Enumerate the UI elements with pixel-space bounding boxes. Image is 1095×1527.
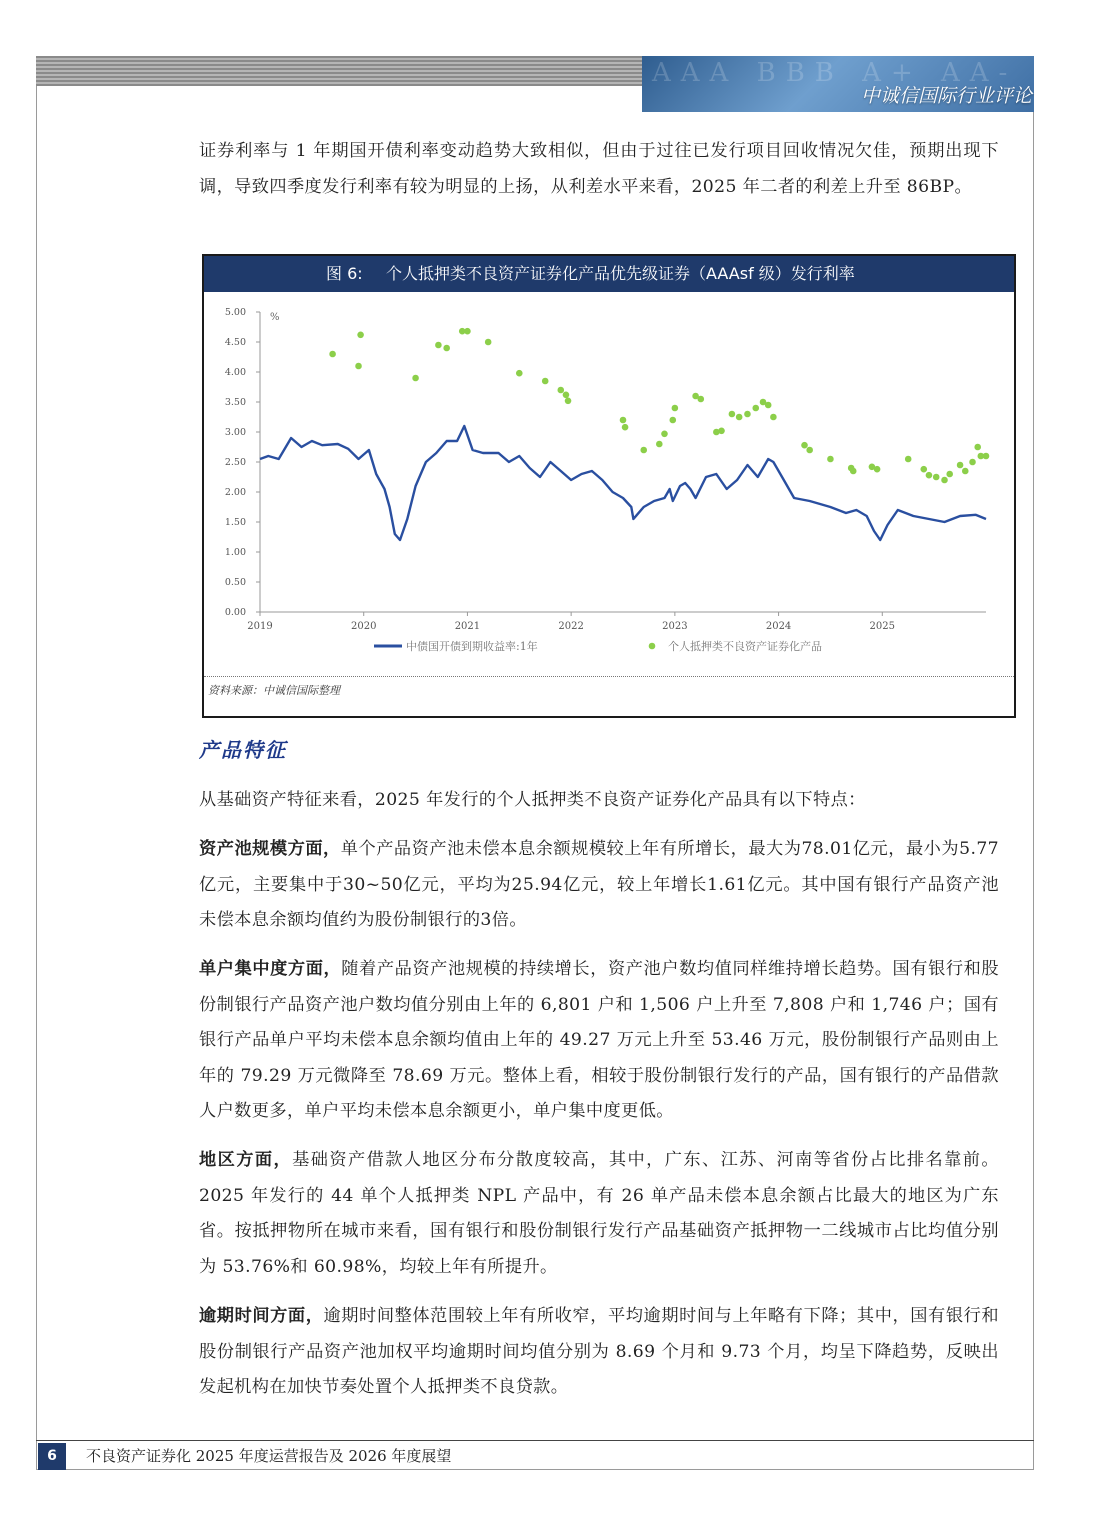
scatter-point — [736, 414, 743, 421]
scatter-point — [435, 342, 442, 349]
concentration-heading: 单户集中度方面， — [199, 959, 342, 979]
scatter-point — [744, 411, 751, 418]
legend-scatter-label: 个人抵押类不良资产证券化产品 — [668, 640, 822, 653]
figure-number: 图 6: — [326, 264, 363, 283]
scatter-point — [661, 431, 668, 438]
x-tick-label: 2023 — [662, 621, 688, 632]
x-tick-label: 2020 — [350, 621, 377, 632]
scatter-point — [464, 328, 471, 335]
footer-title: 不良资产证券化 2025 年度运营报告及 2026 年度展望 — [86, 1447, 452, 1465]
scatter-point — [563, 392, 570, 399]
y-tick-label: 4.00 — [224, 367, 246, 378]
header-bar — [36, 56, 1095, 112]
scatter-point — [412, 375, 419, 382]
overdue-text: 逾期时间整体范围较上年有所收窄，平均逾期时间与上年略有下降；其中，国有银行和股份制银行产品资产池加权平均逾期时间均值分别为 8.69 个月和 9.73 个月，均呈下降趋势，反映出发起机构在加快节奏处置个人抵押类不良贷款。 — [199, 1306, 999, 1397]
scatter-point — [874, 466, 881, 473]
concentration-paragraph — [199, 952, 999, 1130]
scatter-point — [969, 459, 976, 466]
scatter-point — [941, 477, 948, 484]
scatter-point — [669, 417, 676, 424]
x-tick-label: 2021 — [454, 621, 481, 632]
region-heading: 地区方面， — [199, 1150, 293, 1170]
scatter-point — [962, 468, 969, 475]
figure-title-bar — [204, 256, 1014, 292]
scatter-point — [983, 453, 990, 460]
scatter-point — [329, 351, 336, 358]
figure-source: 资料来源：中诚信国际整理 — [208, 684, 340, 697]
scatter-point — [850, 468, 857, 475]
header-stripes — [36, 56, 642, 86]
header-brand-banner — [642, 56, 1095, 112]
scatter-point — [770, 414, 777, 421]
scatter-point — [957, 462, 964, 469]
figure-divider — [204, 676, 1014, 677]
scatter-point — [542, 378, 549, 385]
scatter-point — [516, 370, 523, 377]
figure-6 — [202, 254, 1016, 718]
scatter-point — [765, 402, 772, 409]
brand-title: 中诚信国际行业评论 — [860, 85, 1032, 107]
scatter-point — [752, 405, 759, 412]
scatter-point — [355, 363, 362, 370]
scatter-point — [656, 441, 663, 448]
scatter-point — [443, 345, 450, 352]
figure-title: 个人抵押类不良资产证券化产品优先级证券（AAAsf 级）发行利率 — [386, 264, 855, 283]
scatter-point — [974, 444, 981, 451]
pool-size-text: 单个产品资产池未偿本息余额规模较上年有所增长，最大为78.01亿元，最小为5.77亿元，主要集中于30~50亿元，平均为25.94亿元，较上年增长1.61亿元。其中国有银行产品资产池未偿本息余额均值约为股份制银行的3倍。 — [199, 839, 999, 930]
x-tick-label: 2024 — [765, 621, 792, 632]
scatter-point — [806, 447, 813, 454]
pool-size-heading: 资产池规模方面， — [199, 839, 341, 859]
scatter-point — [920, 466, 927, 473]
x-tick-label: 2022 — [558, 621, 584, 632]
scatter-point — [485, 339, 492, 346]
scatter-point — [926, 472, 933, 479]
region-text: 基础资产借款人地区分布分散度较高，其中，广东、江苏、河南等省份占比排名靠前。2025 年发行的 44 单个人抵押类 NPL 产品中，有 26 单产品未偿本息余额占比最大的地区为广东省。按抵押物所在城市来看，国有银行和股份制银行发行产品基础资产抵押物一二线城市占比均值分别为 53.76%和 60.98%，均较上年有所提升。 — [199, 1150, 999, 1277]
y-tick-label: 5.00 — [224, 307, 246, 318]
x-tick-label: 2025 — [869, 621, 896, 632]
overdue-heading: 逾期时间方面， — [199, 1306, 324, 1326]
rate-chart — [204, 292, 1014, 672]
scatter-point — [946, 471, 953, 478]
y-tick-label: 4.50 — [224, 337, 246, 348]
x-tick-label: 2019 — [247, 621, 273, 632]
scatter-point — [933, 474, 940, 481]
y-tick-label: 3.00 — [224, 427, 246, 438]
concentration-text: 随着产品资产池规模的持续增长，资产池户数均值同样维持增长趋势。国有银行和股份制银行产品资产池户数均值分别由上年的 6,801 户和 1,506 户上升至 7,808 户和 1,746 户；国有银行产品单户平均未偿本息余额均值由上年的 49.27 万元上升至 53.46 万元，股份制银行产品则由上年的 79.29 万元微降至 78.69 万元。整体上看，相较于股份制银行发行的产品，国有银行的产品借款人户数更多，单户平均未偿本息余额更小，单户集中度更低。 — [199, 959, 999, 1121]
scatter-point — [565, 398, 572, 405]
features-intro-paragraph: 从基础资产特征来看，2025 年发行的个人抵押类不良资产证券化产品具有以下特点： — [199, 790, 866, 810]
brand-decoration: AAA BBB A+ AA- CC — [652, 58, 1095, 88]
legend-line-label: 中债国开债到期收益率:1年 — [406, 640, 538, 653]
scatter-point — [620, 417, 627, 424]
y-tick-label: 0.50 — [224, 577, 246, 588]
scatter-point — [729, 411, 736, 418]
scatter-point — [357, 332, 364, 339]
scatter-point — [905, 456, 912, 463]
intro-paragraph: 证券利率与 1 年期国开债利率变动趋势大致相似，但由于过往已发行项目回收情况欠佳，预期出现下调，导致四季度发行利率有较为明显的上扬，从利差水平来看，2025 年二者的利差上升至 86BP。 — [199, 141, 999, 197]
pool-size-paragraph — [199, 832, 999, 939]
scatter-point — [697, 396, 704, 403]
section-heading: 产品特征 — [199, 738, 287, 762]
y-tick-label: 2.00 — [224, 487, 246, 498]
y-tick-label: 1.00 — [224, 547, 246, 558]
y-tick-label: 2.50 — [224, 457, 246, 468]
scatter-point — [640, 447, 647, 454]
legend-scatter-swatch — [649, 643, 656, 650]
scatter-point — [718, 428, 725, 435]
y-axis-unit: % — [270, 312, 280, 323]
y-tick-label: 0.00 — [224, 607, 246, 618]
scatter-point — [557, 387, 564, 394]
page-number: 6 — [38, 1443, 66, 1470]
scatter-point — [801, 442, 808, 449]
overdue-paragraph — [199, 1299, 999, 1406]
region-paragraph — [199, 1143, 999, 1285]
scatter-point — [622, 424, 629, 431]
series-line-cdb-yield — [260, 426, 986, 540]
y-tick-label: 3.50 — [224, 397, 246, 408]
footer-rule — [36, 1440, 1034, 1441]
scatter-point — [827, 456, 834, 463]
scatter-point — [672, 405, 679, 412]
y-tick-label: 1.50 — [224, 517, 246, 528]
